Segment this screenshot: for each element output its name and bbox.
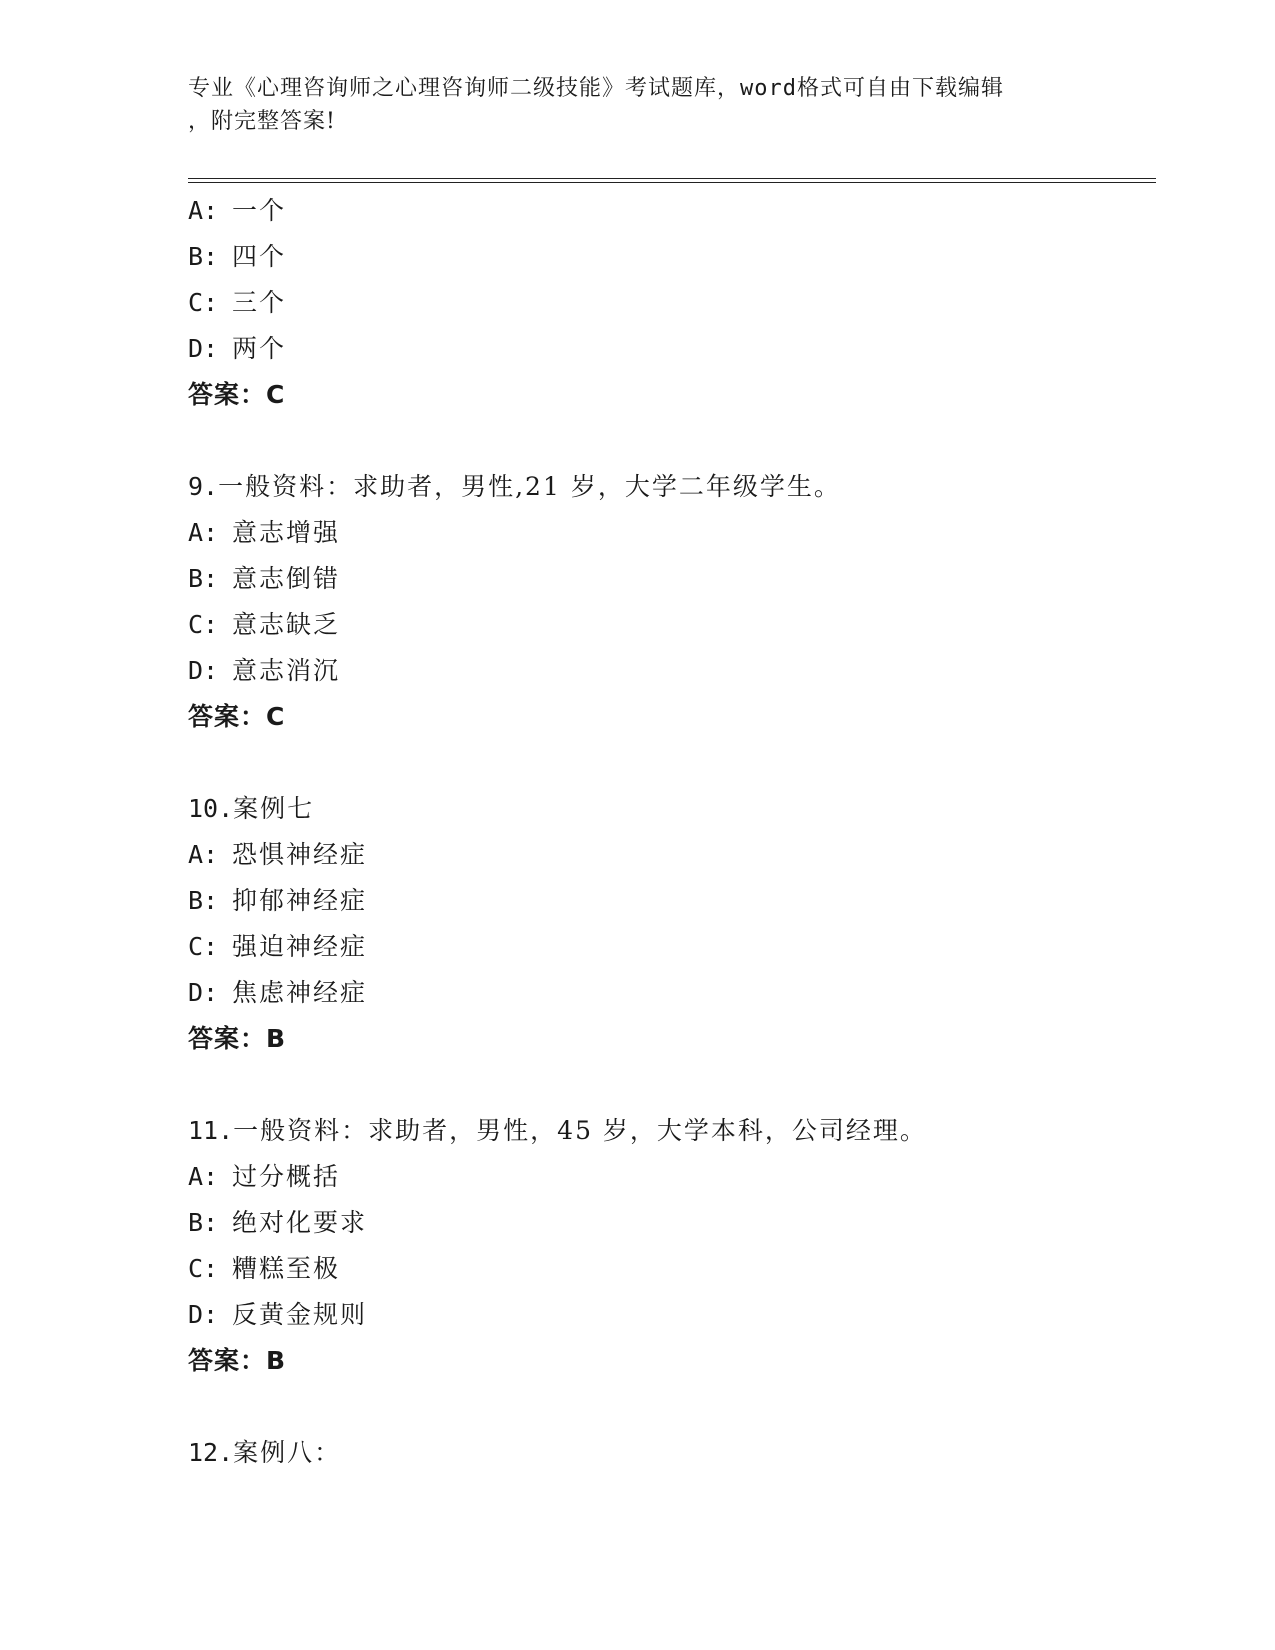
question-text: 一般资料：求助者，男性，45 岁，大学本科，公司经理。 (233, 1116, 927, 1145)
option-a (188, 510, 1148, 556)
option-text: 意志增强 (232, 518, 341, 547)
option-text: 意志倒错 (232, 564, 341, 593)
question-number: 9. (188, 472, 219, 501)
header-title-prefix: 专业《心理咨询师之心理咨询师二级技能》考试题库， (188, 76, 741, 101)
option-b (188, 1200, 1148, 1246)
question-text: 一般资料：求助者，男性,21 岁，大学二年级学生。 (218, 472, 841, 501)
option-text: 反黄金规则 (232, 1300, 368, 1329)
option-letter: C: (188, 1254, 219, 1283)
header-divider-top (188, 178, 1156, 179)
option-c (188, 602, 1148, 648)
option-a (188, 1154, 1148, 1200)
option-text: 三个 (232, 288, 287, 317)
option-text: 绝对化要求 (232, 1208, 368, 1237)
option-text: 四个 (232, 242, 287, 271)
option-a (188, 188, 1148, 234)
option-letter: A: (188, 1162, 219, 1191)
question-stem (188, 786, 1148, 832)
question-text: 案例八： (233, 1438, 342, 1467)
question-12 (188, 1430, 1148, 1476)
option-letter: C: (188, 288, 219, 317)
option-text: 意志缺乏 (232, 610, 341, 639)
answer-line: 答案：C (188, 702, 286, 731)
option-letter: B: (188, 886, 219, 915)
header-line-1 (188, 72, 1088, 105)
header-title-word: word (740, 76, 797, 101)
option-letter: D: (188, 656, 219, 685)
option-b (188, 234, 1148, 280)
question-9 (188, 464, 1148, 740)
option-text: 意志消沉 (232, 656, 341, 685)
option-letter: D: (188, 978, 219, 1007)
option-letter: A: (188, 840, 219, 869)
question-8 (188, 188, 1148, 418)
option-letter: D: (188, 334, 219, 363)
question-11 (188, 1108, 1148, 1384)
option-c (188, 280, 1148, 326)
option-a (188, 832, 1148, 878)
question-text: 案例七 (233, 794, 315, 823)
spacer (188, 740, 1148, 786)
option-text: 焦虑神经症 (232, 978, 368, 1007)
option-d (188, 648, 1148, 694)
question-stem (188, 464, 1148, 510)
option-letter: B: (188, 1208, 219, 1237)
option-d (188, 1292, 1148, 1338)
header-line-2: ，附完整答案! (188, 109, 336, 134)
option-b (188, 878, 1148, 924)
question-number: 10. (188, 794, 234, 823)
option-text: 抑郁神经症 (232, 886, 368, 915)
option-text: 两个 (232, 334, 287, 363)
option-text: 过分概括 (232, 1162, 341, 1191)
spacer (188, 418, 1148, 464)
option-d (188, 326, 1148, 372)
option-text: 糟糕至极 (232, 1254, 341, 1283)
spacer (188, 1384, 1148, 1430)
header-title-suffix: 格式可自由下载编辑 (797, 76, 1005, 101)
option-text: 恐惧神经症 (232, 840, 368, 869)
document-header (188, 72, 1088, 138)
question-number: 11. (188, 1116, 234, 1145)
option-d (188, 970, 1148, 1016)
option-letter: B: (188, 564, 219, 593)
question-10 (188, 786, 1148, 1062)
question-stem (188, 1430, 1148, 1476)
answer-line: 答案：B (188, 1024, 287, 1053)
answer-line: 答案：B (188, 1346, 287, 1375)
question-number: 12. (188, 1438, 234, 1467)
option-text: 强迫神经症 (232, 932, 368, 961)
option-letter: B: (188, 242, 219, 271)
option-letter: C: (188, 610, 219, 639)
spacer (188, 1062, 1148, 1108)
header-divider-bottom (188, 182, 1156, 183)
option-c (188, 924, 1148, 970)
answer-line: 答案：C (188, 380, 286, 409)
question-list (188, 188, 1148, 1476)
option-letter: D: (188, 1300, 219, 1329)
option-b (188, 556, 1148, 602)
question-stem (188, 1108, 1148, 1154)
option-letter: A: (188, 196, 219, 225)
option-letter: A: (188, 518, 219, 547)
option-c (188, 1246, 1148, 1292)
option-text: 一个 (232, 196, 287, 225)
option-letter: C: (188, 932, 219, 961)
